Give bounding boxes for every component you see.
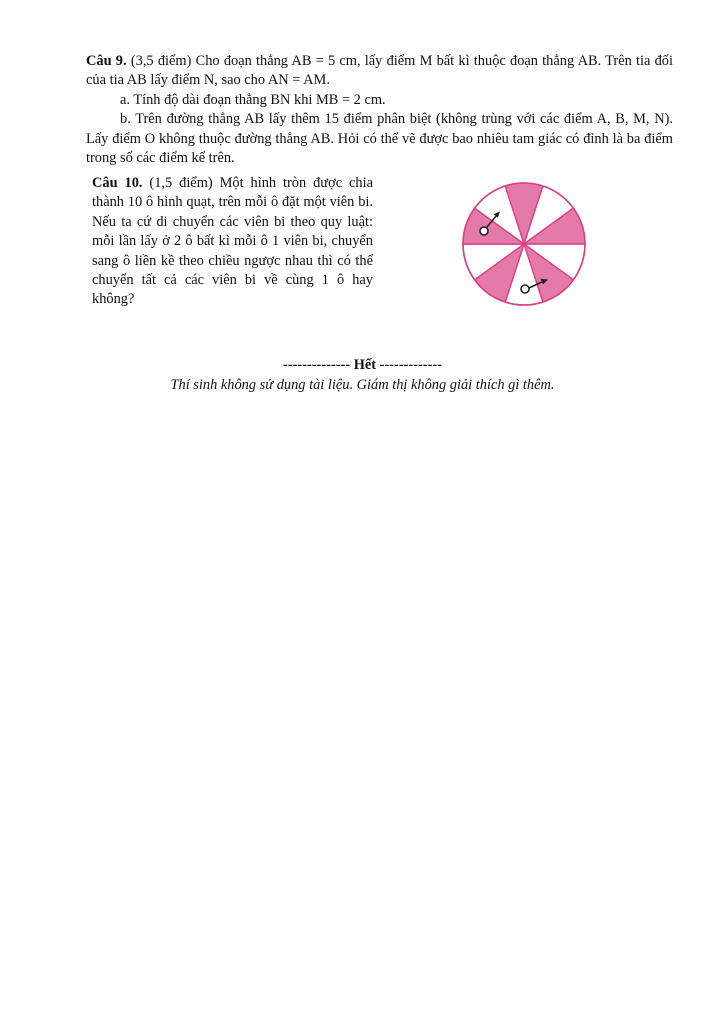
q9-part-b: b. Trên đường thẳng AB lấy thêm 15 điểm phân biệt (không trùng với các điểm A, B, M, N). Lấy điểm O không thuộc đường thẳng AB. Hỏi có thể vẽ được bao nhiêu tam giác có đỉnh là ba điểm trong số các điểm kể trên. bbox=[86, 111, 673, 167]
exam-note: Thí sinh không sử dụng tài liệu. Giám thị không giải thích gì thêm. bbox=[170, 377, 555, 393]
q10-text: (1,5 điểm) Một hình tròn được chia thành 10 ô hình quạt, trên mỗi ô đặt một viên bi. Nếu ta cứ di chuyển các viên bi theo quy luật: mỗi lần lấy ở 2 ô bất kì mỗi ô 1 viên bi, chuyển sang ô liền kề theo chiều ngược nhau thì có thể chuyển tất cả các viên bi về cùng 1 ô hay không? bbox=[92, 175, 373, 308]
question-9 bbox=[86, 52, 673, 168]
q9-intro: (3,5 điểm) Cho đoạn thẳng AB = 5 cm, lấy điểm M bất kì thuộc đoạn thẳng AB. Trên tia đối của tia AB lấy điểm N, sao cho AN = AM. bbox=[86, 53, 673, 89]
question-10 bbox=[92, 174, 373, 310]
end-marker: -------------- Hết ------------- bbox=[283, 357, 442, 373]
q10-label: Câu 10. bbox=[92, 175, 143, 191]
marble-2 bbox=[521, 285, 529, 293]
q9-part-a: a. Tính độ dài đoạn thẳng BN khi MB = 2 cm. bbox=[120, 91, 386, 108]
marble-1 bbox=[480, 227, 488, 235]
circle-sector-figure bbox=[460, 180, 588, 308]
q10-paragraph bbox=[92, 174, 373, 310]
q9-label: Câu 9. bbox=[86, 53, 127, 69]
q9-intro-paragraph bbox=[86, 52, 673, 91]
